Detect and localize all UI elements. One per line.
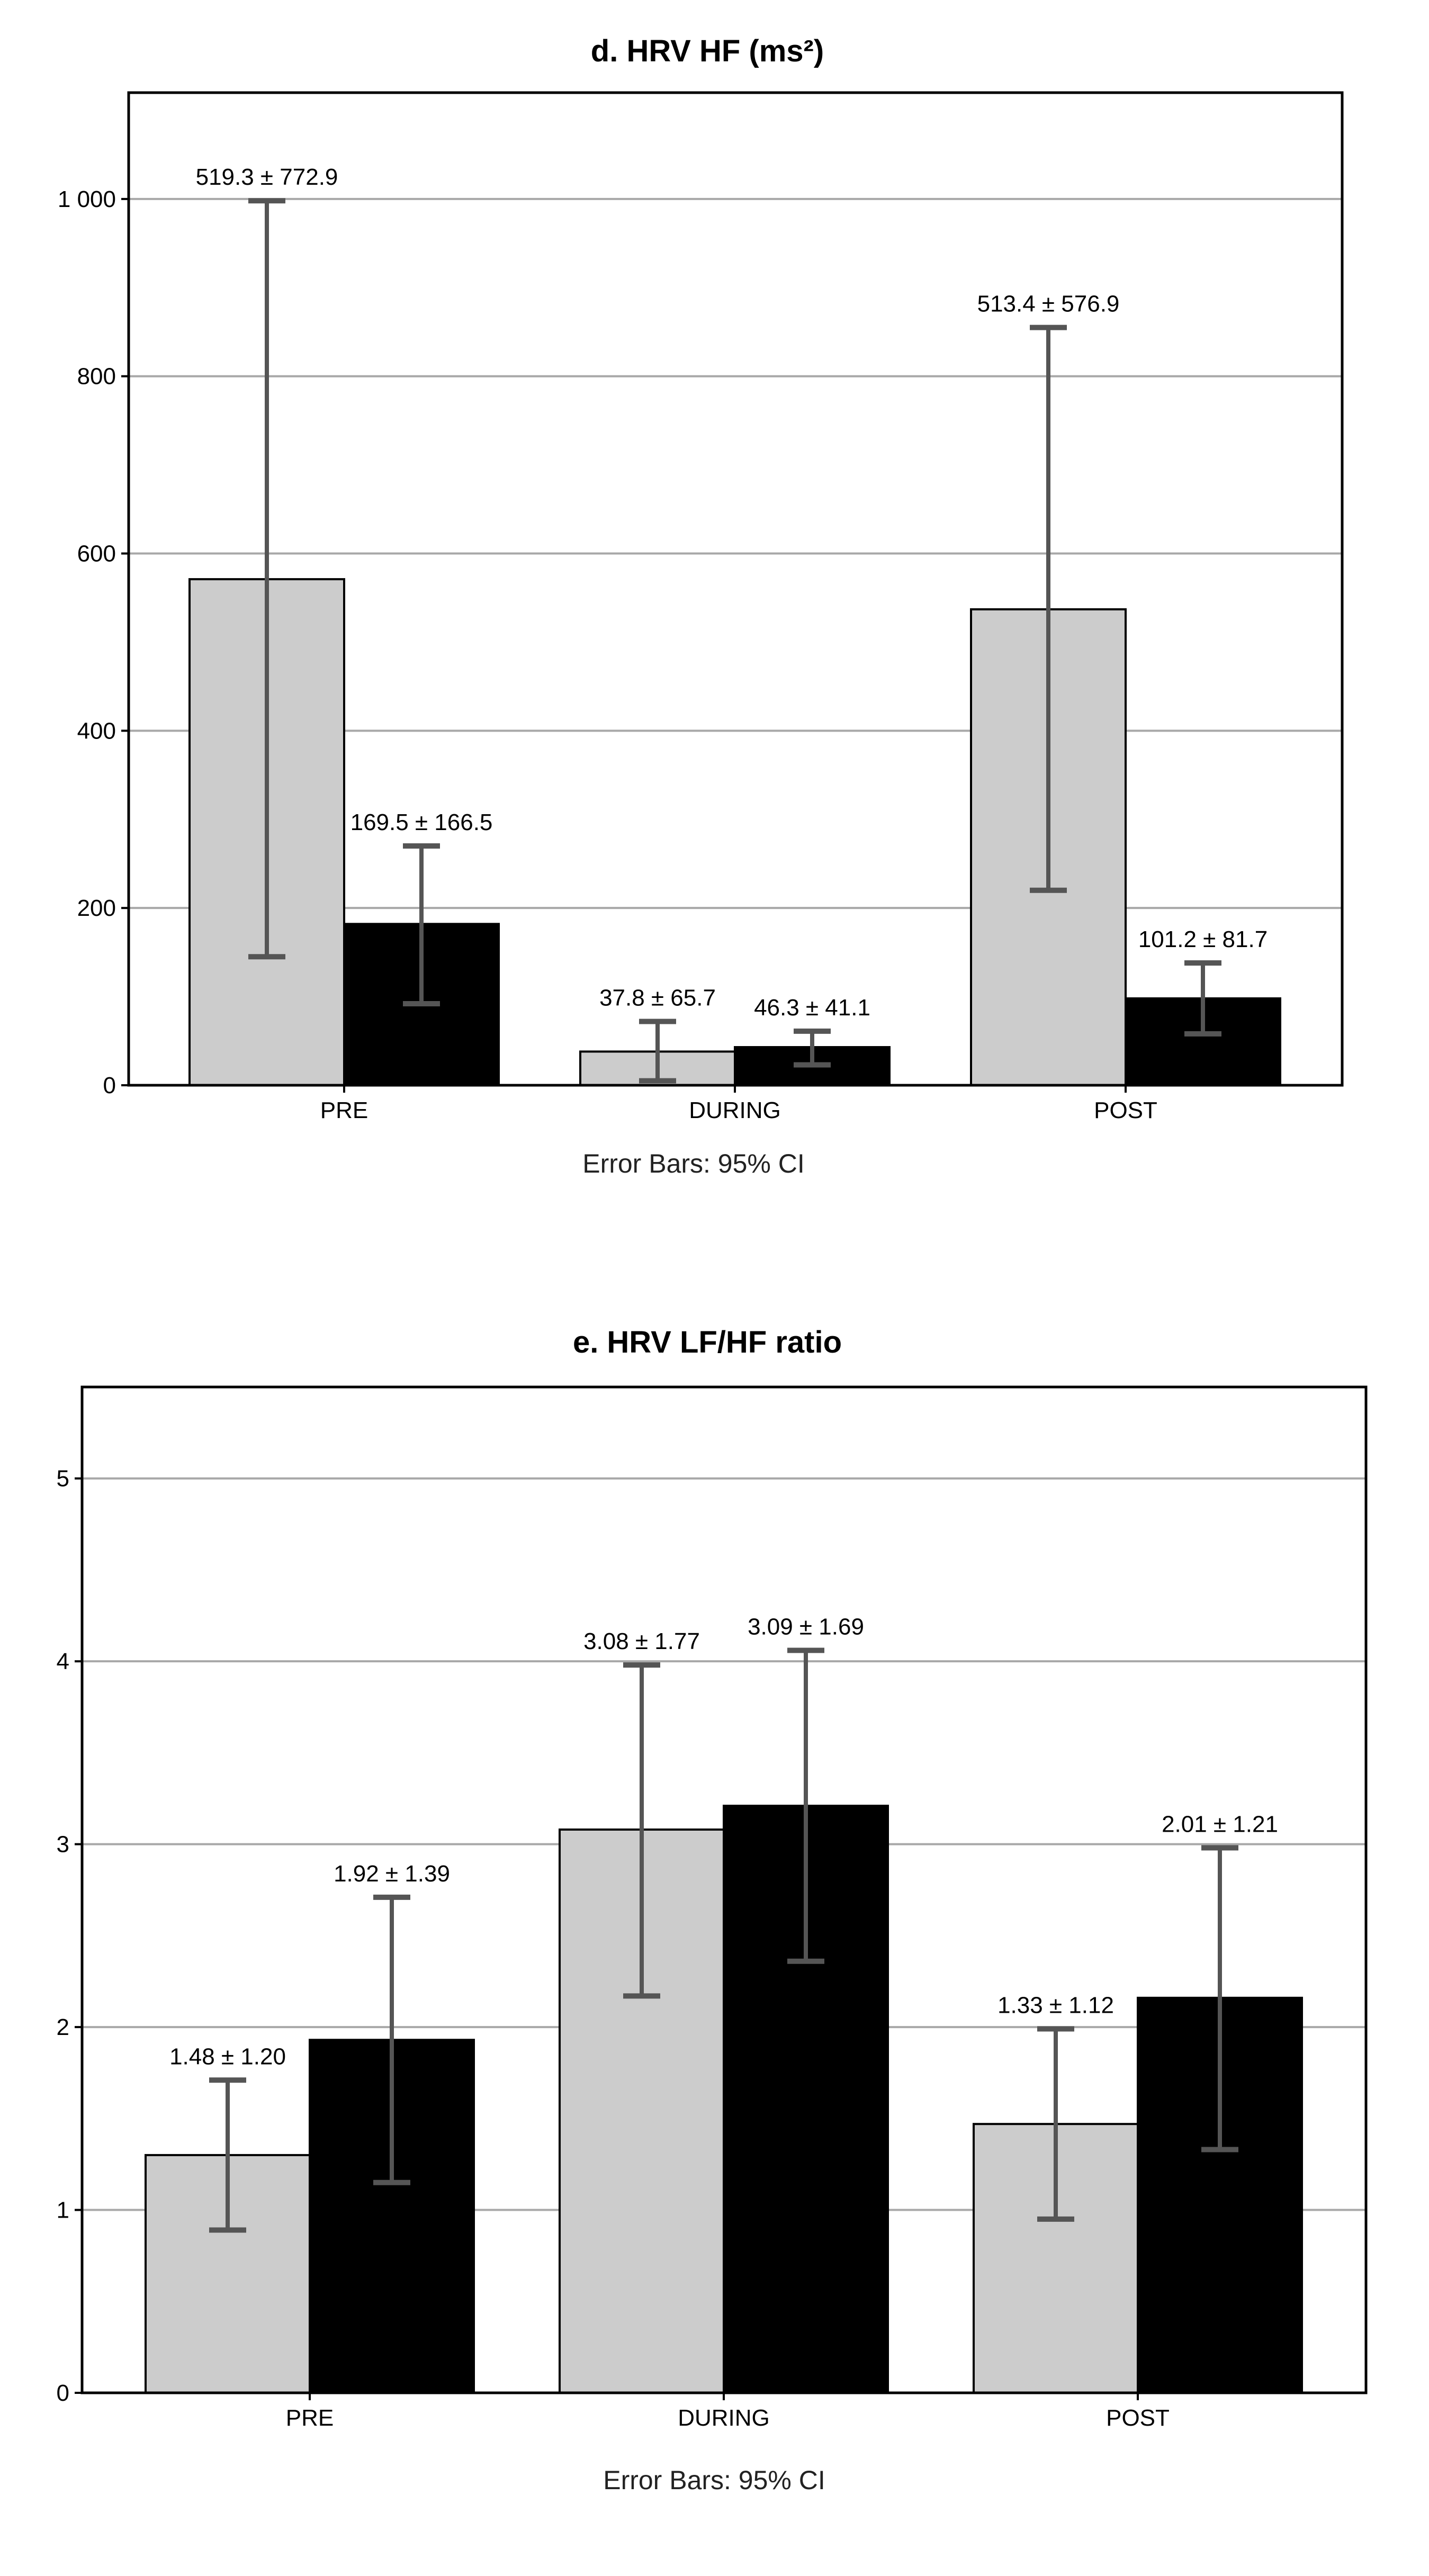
y-tick-label: 200 [77, 895, 116, 922]
x-tick-label: POST [1106, 2405, 1170, 2431]
data-label: 513.4 ± 576.9 [977, 291, 1120, 317]
data-label: 1.48 ± 1.20 [169, 2043, 286, 2070]
data-label: 169.5 ± 166.5 [350, 809, 493, 835]
x-tick-label: DURING [678, 2405, 770, 2431]
y-tick-label: 400 [77, 718, 116, 744]
error-bars-note: Error Bars: 95% CI [582, 1149, 805, 1178]
data-label: 3.09 ± 1.69 [748, 1614, 864, 1640]
y-tick-label: 2 [56, 2014, 69, 2041]
data-label: 101.2 ± 81.7 [1138, 926, 1268, 952]
x-tick-label: PRE [285, 2405, 334, 2431]
data-label: 1.33 ± 1.12 [997, 1992, 1114, 2019]
y-tick-label: 600 [77, 541, 116, 567]
y-tick-label: 0 [103, 1073, 116, 1098]
data-label: 3.08 ± 1.77 [583, 1628, 700, 1655]
x-tick-label: DURING [689, 1097, 781, 1123]
y-tick-label: 1 [56, 2197, 69, 2223]
y-tick-label: 3 [56, 1831, 69, 1858]
data-label: 37.8 ± 65.7 [599, 985, 716, 1011]
y-tick-label: 4 [56, 1649, 69, 1675]
chart-title: e. HRV LF/HF ratio [572, 1325, 842, 1359]
y-tick-label: 0 [56, 2380, 69, 2406]
chart-e [57, 1325, 1366, 2495]
data-label: 46.3 ± 41.1 [754, 994, 870, 1021]
data-label: 1.92 ± 1.39 [334, 1860, 450, 1887]
x-tick-label: PRE [320, 1097, 369, 1123]
error-bars-note: Error Bars: 95% CI [603, 2465, 825, 2495]
y-tick-label: 1 000 [57, 186, 116, 212]
data-label: 2.01 ± 1.21 [1162, 1811, 1278, 1838]
y-tick-label: 5 [56, 1465, 69, 1492]
data-label: 519.3 ± 772.9 [195, 164, 338, 191]
chart-d [58, 34, 1342, 1178]
y-tick-label: 800 [77, 363, 116, 390]
chart-title: d. HRV HF (ms²) [590, 34, 824, 68]
x-tick-label: POST [1094, 1097, 1157, 1123]
